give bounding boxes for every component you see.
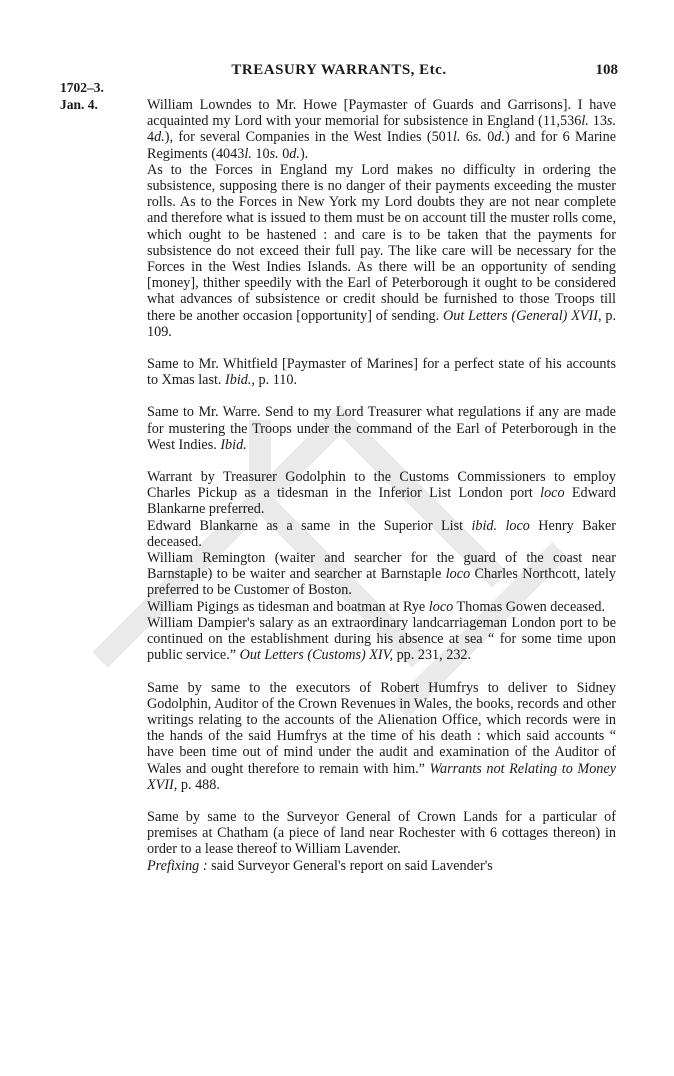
reference-citation: Ibid. [220,436,247,453]
document-body [147,97,616,874]
reference-citation: Out Letters (Customs) XIV, [239,647,394,664]
running-title: TREASURY WARRANTS, Etc. [231,62,447,78]
entry-customs-remington: William Remington (waiter and searcher for the guard of the coast near Barnstaple) to be waiter and searcher at Barnstaple loco Charles Northcott, lately preferred to be Customer of Boston. [147,550,616,599]
entry-customs-pickup: Warrant by Treasurer Godolphin to the Customs Commissioners to employ Charles Pickup as a tidesman in the Inferior List London port loco Edward Blankarne preferred. [147,469,616,518]
entry-lavender-prefixing: Prefixing : said Surveyor General's report on said Lavender's [147,857,493,874]
running-head [60,62,618,82]
entry-warre: Same to Mr. Warre. Send to my Lord Treasurer what regulations if any are made for mustering the Troops under the command of the Earl of Peterborough in the West Indies. Ibid. [147,404,616,453]
entry-lavender: Same by same to the Surveyor General of Crown Lands for a particular of premises at Chatham (a piece of land near Rochester with 6 cottages thereon) in order to a lease thereof to William Lavender. [147,808,616,858]
margin-year: 1702–3. [60,80,104,95]
entry-lowndes-howe: William Lowndes to Mr. Howe [Paymaster of Guards and Garrisons]. I have acquainted my Lord with your memorial for subsistence in England (11,536l. 13s. 4d.), for several Companies in the West Indies (501l. 6s. 0d.) and for 6 Marine Regiments (4043l. 10s. 0d.). [147,97,617,162]
entry-customs-dampier: William Dampier's salary as an extraordinary landcarriageman London port to be continued on the establishment during his absence at sea “ for some time upon public service.” Out Letters (Customs) XIV, pp. 231, 232. [147,614,616,664]
entry-whitfield: Same to Mr. Whitfield [Paymaster of Marines] for a perfect state of his accounts to Xmas last. Ibid., p. 110. [147,356,616,389]
entry-lowndes-howe-continued: As to the Forces in England my Lord makes no difficulty in ordering the subsistence, supposing there is no danger of their payments exceeding the muster rolls. As to the Forces in New York my Lord doubts they are not near complete and therefore what is issued to them must be on account till the muster rolls come, which ought to be hastened : and care is to be taken that the payments for subsistence do not exceed their full pay. The like care will be necessary for the Forces in the West Indies Islands. As there will be an opportunity of sending [money], thither speedily with the Earl of Peterborough it ought to be considered what advances of subsistence or credit should be furnished to those Troops till there be another occasion [opportunity] of sending. Out Letters (General) XVII, p. 109. [147,161,617,340]
entry-customs-blankarne: Edward Blankarne as a same in the Superior List ibid. loco Henry Baker deceased. [147,517,616,550]
entry-customs-pigings: William Pigings as tidesman and boatman at Rye loco Thomas Gowen deceased. [147,598,606,615]
margin-date: Jan. 4. [60,97,98,112]
reference-citation: Out Letters (General) XVII, [443,307,602,324]
reference-citation: Ibid., [225,372,255,389]
reference-citation: Warrants not Relating to Money XVII, [147,760,616,793]
page-number: 108 [595,62,618,78]
entry-humfrys: Same by same to the executors of Robert Humfrys to deliver to Sidney Godolphin, Auditor of the Crown Revenues in Wales, the books, records and other writings relating to the accounts of the Alienation Office, which records were in the hands of the said Humfrys at the time of his death : which said accounts “ have been time out of mind under the audit and examination of the Auditor of Wales and ought therefore to remain with him.” Warrants not Relating to Money XVII, p. 488. [147,679,616,793]
